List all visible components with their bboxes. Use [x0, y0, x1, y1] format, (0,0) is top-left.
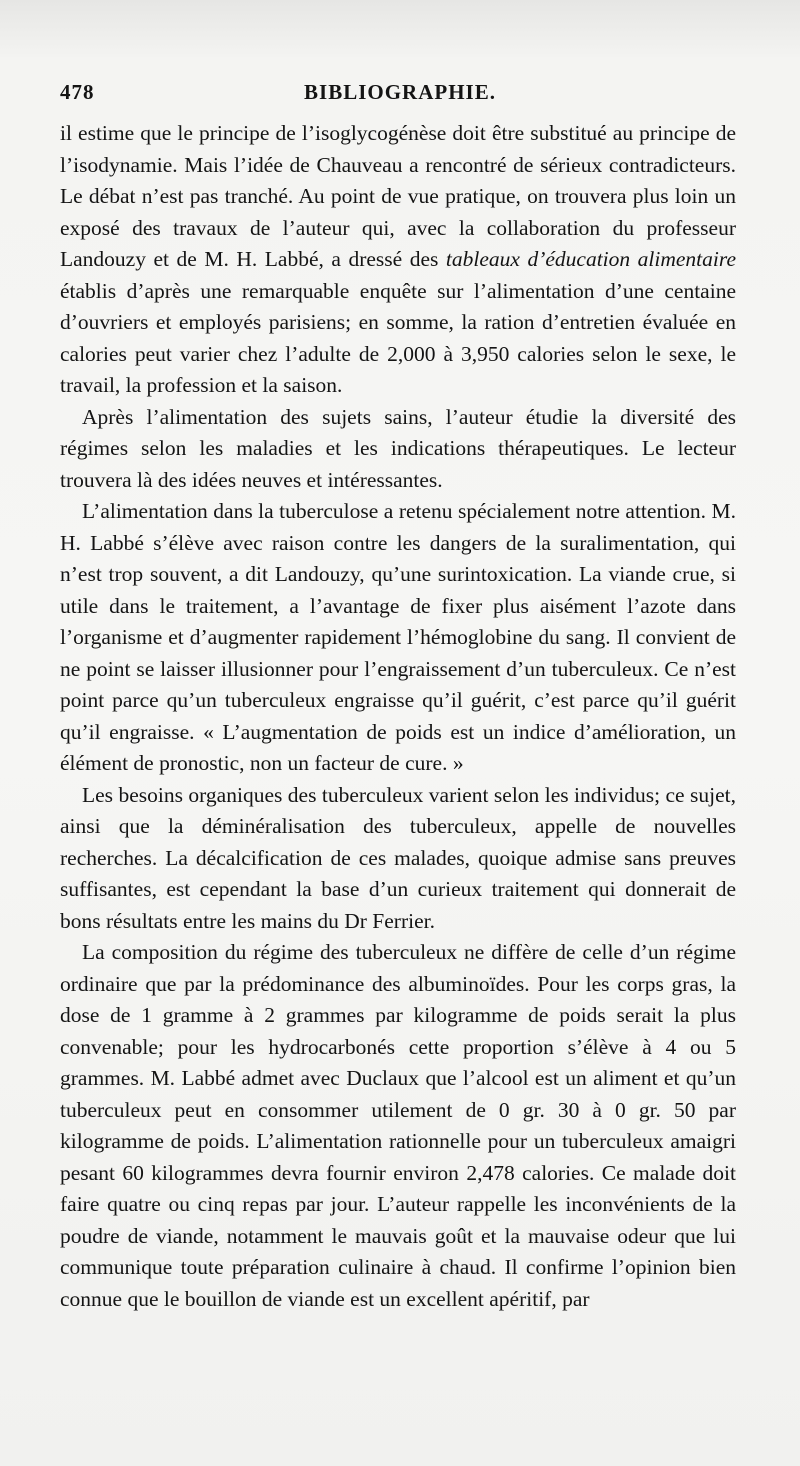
paragraph-1-italic: tableaux d’éducation alimentaire	[445, 247, 736, 271]
paragraph-2: Après l’alimentation des sujets sains, l’auteur étudie la diversité des régimes selon les maladies et les indications thérapeutiques. Le lecteur trouvera là des idées neuves et intéressantes.	[60, 404, 736, 492]
running-title: BIBLIOGRAPHIE.	[304, 80, 496, 104]
page-number: 478	[60, 80, 95, 104]
paragraph-5: La composition du régime des tuberculeux ne diffère de celle d’un régime ordinaire que par la prédominance des albuminoïdes. Pour les corps gras, la dose de 1 gramme à 2 grammes par kilogramme de poids serait la plus convenable; pour les hydrocarbonés cette proportion s’élève à 4 ou 5 grammes. M. Labbé admet avec Duclaux que l’alcool est un aliment et qu’un tuberculeux peut en consommer utilement de 0 gr. 30 à 0 gr. 50 par kilogramme de poids. L’alimentation rationnelle pour un tuberculeux amaigri pesant 60 kilogrammes devra fournir environ 2,478 calories. Ce malade doit faire quatre ou cinq repas par jour. L’auteur rappelle les inconvénients de la poudre de viande, notamment le mauvais goût et la mauvaise odeur que lui communique toute préparation culinaire à chaud. Il confirme l’opinion bien connue que le bouillon de viande est un excellent apéritif, par	[60, 940, 736, 1311]
paragraph-1	[60, 118, 736, 402]
body-text	[60, 118, 736, 1315]
paragraph-1-before: il estime que le principe de l’isoglycogénèse doit être substitué au principe de l’isodynamie. Mais l’idée de Chauveau a rencontré de sérieux contradicteurs. Le débat n’est pas tranché. Au point de vue pratique, on trouvera plus loin un exposé des travaux de l’auteur qui, avec la collaboration du professeur Landouzy et de M. H. Labbé, a dressé des	[60, 121, 736, 271]
paragraph-3: L’alimentation dans la tuberculose a retenu spécialement notre attention. M. H. Labbé s’élève avec raison contre les dangers de la suralimentation, qui n’est trop souvent, a dit Landouzy, qu’une surintoxication. La viande crue, si utile dans le traitement, a l’avantage de fixer plus aisément l’azote dans l’organisme et d’augmenter rapidement l’hémoglobine du sang. Il convient de ne point se laisser illusionner pour l’engraissement d’un tuberculeux. Ce n’est point parce qu’un tuberculeux engraisse qu’il guérit, c’est parce qu’il guérit qu’il engraisse. « L’augmentation de poids est un indice d’amélioration, un élément de pronostic, non un facteur de cure. »	[60, 499, 736, 775]
paragraph-1-after: établis d’après une remarquable enquête sur l’alimentation d’une centaine d’ouvriers et employés parisiens; en somme, la ration d’entretien évaluée en calories peut varier chez l’adulte de 2,000 à 3,950 calories selon le sexe, le travail, la profession et la saison.	[60, 278, 736, 397]
page-header	[60, 80, 740, 110]
paragraph-4: Les besoins organiques des tuberculeux varient selon les individus; ce sujet, ainsi que la déminéralisation des tuberculeux, appelle de nouvelles recherches. La décalcification de ces malades, quoique admise sans preuves suffisantes, est cependant la base d’un curieux traitement qui donnerait de bons résultats entre les mains du Dr Ferrier.	[60, 782, 736, 933]
